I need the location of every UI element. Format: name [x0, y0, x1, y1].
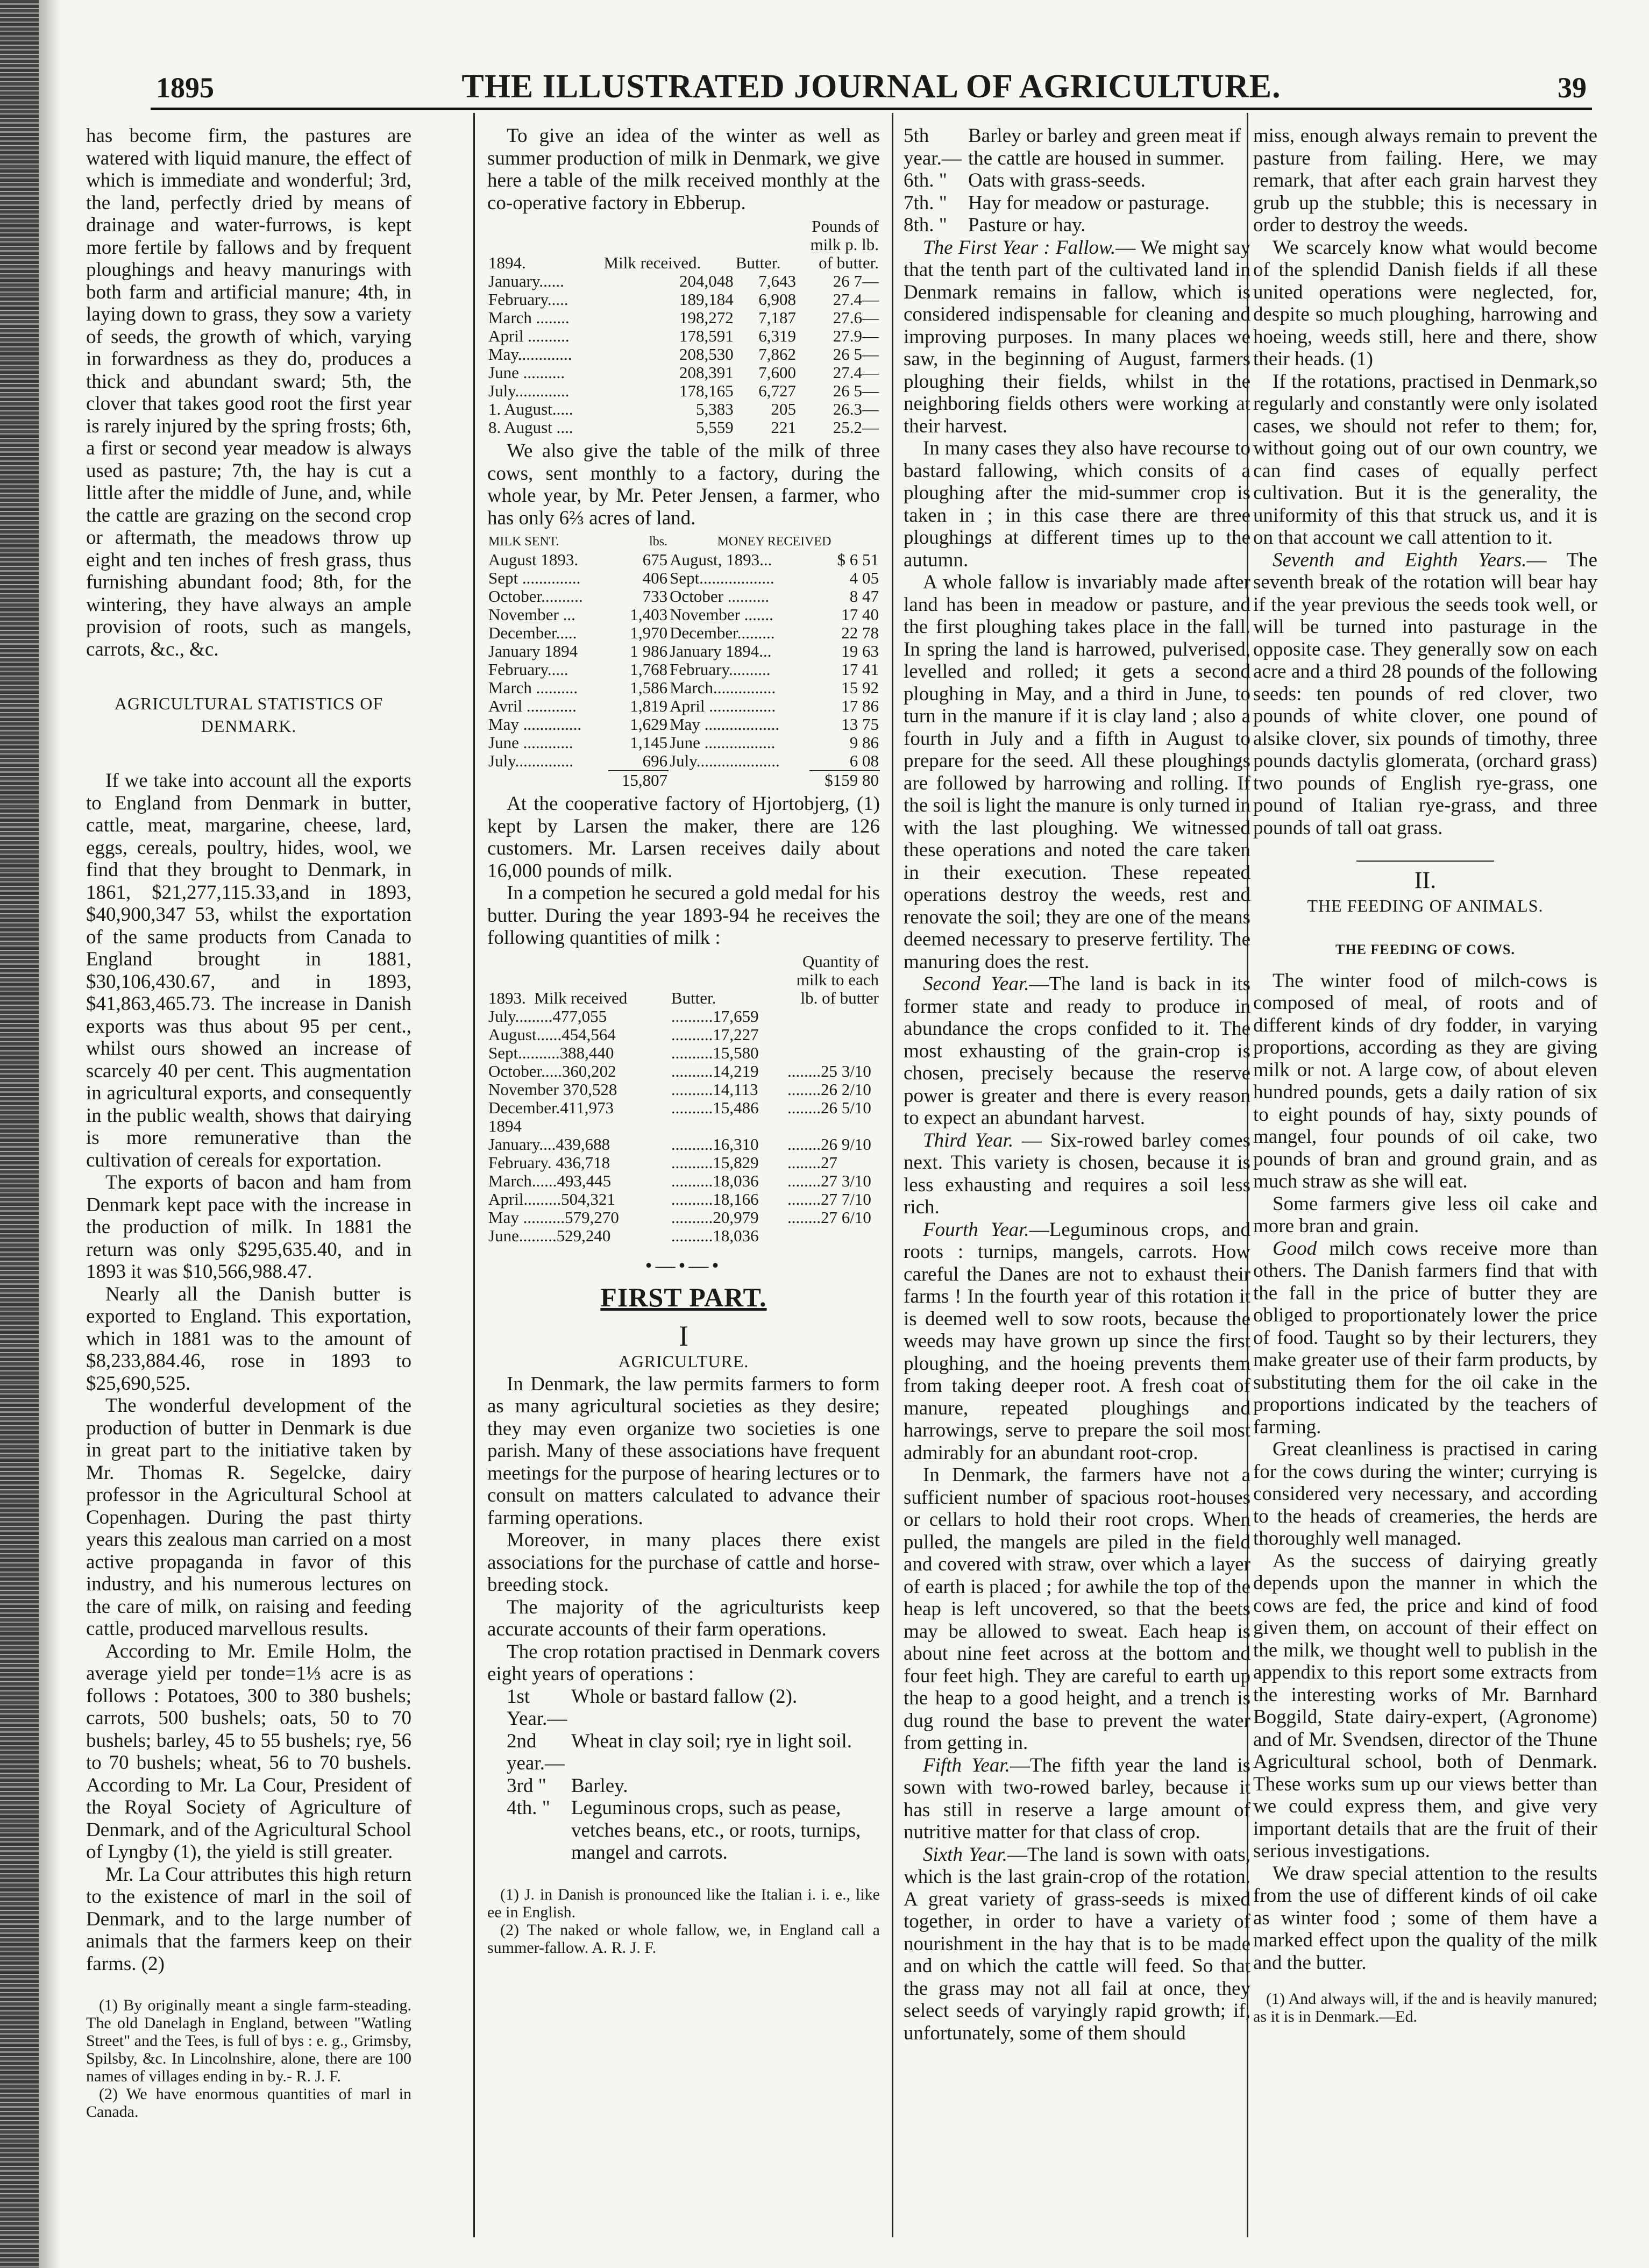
paragraph: We draw special attention to the results from the use of different kinds of oil cake as winter food ; some of them have a marked effect upon the quality of the milk and the butter.: [1253, 1862, 1597, 1974]
paragraph: Seventh and Eighth Years.— The seventh break of the rotation will bear hay if the year previous the seeds took well, or will be turned into pasturage in the opposite case. They generally sow on each acre and a third 28 pounds of the following seeds: ten pounds of red clover, two pounds of white clover, one pound of alsike clover, six pounds of timothy, three pounds dactylis glomerata, (orchard grass) two pounds of English rye-grass, one pound of Italian rye-grass, and three pounds of tall oat grass.: [1253, 549, 1597, 839]
table-cell: May ..........579,270: [488, 1207, 619, 1227]
rotation-year: 3rd ": [507, 1774, 546, 1797]
table-header: lbs.: [649, 535, 668, 549]
table-cell: May ..................: [670, 715, 780, 734]
table-row: [487, 418, 880, 437]
table-cell: 13 75: [841, 715, 879, 734]
table-cell: December.....: [488, 623, 577, 642]
table-cell: August 1893.: [488, 550, 579, 569]
table-cell: 1,819: [630, 696, 668, 715]
section-numeral: I: [679, 1319, 688, 1352]
table-row: [487, 327, 880, 345]
table-cell: March...............: [670, 678, 776, 697]
section-numeral: II.: [1414, 867, 1437, 893]
table-cell: January....439,688: [488, 1134, 610, 1154]
table-cell: 25.2—: [833, 418, 879, 437]
paragraph: In many cases they also have recourse to bastard fallowing, which consits of a ploughing after the mid-summer crop is taken in ; in this case there are three ploughings at different times up to the autumn.: [904, 437, 1250, 571]
table-cell: ........27 7/10: [787, 1189, 871, 1208]
paragraph: has become firm, the pastures are watered with liquid manure, the effect of which is immediate and wonderful; 3rd, the land, perfectly dried by means of drainage and water-furrows, is kept more fertile by fallows and by frequent ploughings and heavy manurings with both farm and artificial manure; 4th, in laying down to grass, they sow a variety of seeds, the growth of which, varying in forwardness as they do, produces a thick and abundant sward; 5th, the clover that takes good root the first year is rarely injured by the spring frosts; 6th, a first or second year meadow is always used as pasture; 7th, the hay is cut a little after the middle of June, and, while the cattle are grazing on the second crop or aftermath, the meadows throw up eight and ten inches of fresh grass, thus furnishing abundant food; 8th, for the wintering, they have always an ample provision of roots, such as mangels, carrots, &c., &c.: [86, 125, 411, 660]
table-cell: 6,319: [758, 326, 796, 345]
table-cell: ..........15,486: [671, 1098, 759, 1117]
column-1: [86, 125, 411, 2249]
paragraph: To give an idea of the winter as well as summer production of milk in Denmark, we give here a table of the milk received monthly at the co-operative factory in Ebberup.: [487, 125, 880, 214]
rotation-crop: Whole or bastard fallow (2).: [571, 1685, 798, 1708]
table-cell: 208,391: [679, 363, 734, 382]
table-cell: 1894: [488, 1116, 522, 1135]
table-total: 15,807: [608, 771, 669, 790]
rotation-year: 1st Year.—: [507, 1685, 567, 1730]
table-row: [487, 734, 880, 752]
column-rule-2: [892, 113, 893, 2237]
rotation-year: 5th year.—: [904, 125, 962, 169]
table-cell: July.............: [488, 381, 570, 400]
table-cell: March ..........: [488, 678, 578, 697]
table-cell: ..........14,113: [671, 1079, 758, 1099]
table-cell: February.....: [488, 290, 568, 309]
table-cell: March ........: [488, 308, 570, 327]
rotation-crop: Barley.: [571, 1774, 628, 1797]
table-cell: [786, 1117, 880, 1135]
footnote: (2) The naked or whole fallow, we, in England call a summer-fallow. A. R. J. F.: [487, 1921, 880, 1957]
table-cell: 1,768: [630, 660, 668, 679]
table-cell: 27.9—: [833, 326, 879, 345]
table-row: [487, 400, 880, 418]
paragraph: The majority of the agriculturists keep accurate accounts of their farm operations.: [487, 1596, 880, 1640]
table-cell: 221: [771, 418, 796, 437]
footnote: (1) By originally meant a single farm-steading. The old Danelagh in England, between "Watling Street" and the Tees, is full of bys : e. g., Grimsby, Spilsby, &c. In Lincolnshire, alone, there are 100 names of villages ending in by.- R. J. F.: [86, 1996, 411, 2085]
table-cell: ..........14,219: [671, 1061, 759, 1080]
table-row: [487, 606, 880, 624]
table-cell: March......493,445: [488, 1171, 612, 1190]
table-cell: ........26 2/10: [787, 1079, 871, 1099]
table-cell: June ............: [488, 733, 573, 752]
table-cell: February. 436,718: [488, 1153, 610, 1172]
table-cell: 7,187: [758, 308, 796, 327]
table-cell: 17 40: [841, 605, 879, 624]
table-cell: 15 92: [841, 678, 879, 697]
paragraph: In Denmark, the farmers have not a sufficient number of spacious root-houses or cellars to hold their root crops. When pulled, the mangels are piled in the field and covered with straw, over which a layer of earth is placed ; for awhile the top of the heap is left uncovered, so that the beets may be allowed to sweat. Each heap is about nine feet across at the bottom and four feet high. They are careful to earth up the heap to a good height, and a trench is dug round the base to prevent the water from getting in.: [904, 1464, 1250, 1754]
table-cell: 7,643: [758, 272, 796, 290]
table-row: [487, 752, 880, 771]
rotation-year: 8th. ": [904, 214, 947, 236]
table-cell: October.....360,202: [488, 1061, 616, 1080]
table-cell: 6,727: [758, 381, 796, 400]
table-row: [487, 660, 880, 679]
rotation-item: [904, 125, 1250, 169]
paragraph: We also give the table of the milk of three cows, sent monthly to a factory, during the whole year, by Mr. Peter Jensen, a farmer, who has only 6⅔ acres of land.: [487, 440, 880, 529]
table-cell: April.........504,321: [488, 1189, 615, 1208]
table-row: [487, 309, 880, 327]
table-cell: Avril ............: [488, 696, 577, 715]
table-row: [487, 364, 880, 382]
table-cell: Sept ..............: [488, 568, 581, 587]
rotation-year: 7th. ": [904, 191, 947, 214]
paragraph: Fourth Year.—Leguminous crops, and roots : turnips, mangels, carrots. How careful the Danes are not to exhaust their farms ! In the fourth year of this rotation it is deemed well to sow roots, because the weeds may have grown up since the first ploughing, and the hoeing prevents them from taking deeper root. A fresh coat of manure, repeated ploughings and harrowings, serve to prepare the soil most admirably for an abundant root-crop.: [904, 1218, 1250, 1464]
table-cell: 198,272: [679, 308, 734, 327]
table-cell: May ..............: [488, 715, 582, 734]
paragraph: According to Mr. Emile Holm, the average yield per tonde=1⅓ acre is as follows : Potatoes, 300 to 380 bushels; carrots, 500 bushels; oats, 50 to 70 bushels; barley, 45 to 55 bushels; rye, 56 to 70 bushels; wheat, 56 to 70 bushels. According to Mr. La Cour, President of the Royal Society of Agriculture of Denmark, and of the Agricultural School of Lyngby (1), the yield is still greater.: [86, 1640, 411, 1863]
table-cell: ..........15,829: [671, 1153, 759, 1172]
table-row: [487, 290, 880, 309]
table-header: Milk received.: [603, 253, 701, 272]
paragraph: The winter food of milch-cows is composed of meal, of roots and of different kinds of dry fodder, in varying proportions, according as they are giving milk or not. A large cow, of about eleven hundred pounds, gets a daily ration of six to eight pounds of hay, sixty pounds of mangel, four pounds of oil cake, two pounds of bran and ground grain, and as much straw as she will eat.: [1253, 969, 1597, 1192]
table-cell: February.....: [488, 660, 568, 679]
table-cell: ..........16,310: [671, 1134, 759, 1154]
table-cell: [786, 1044, 880, 1062]
rotation-item: [507, 1775, 880, 1797]
table-cell: 5,559: [696, 418, 734, 437]
binding-shadow: [39, 0, 60, 2268]
table-cell: ..........20,979: [671, 1207, 759, 1227]
table-cell: 26.3—: [833, 400, 879, 418]
table-cell: 406: [642, 568, 668, 587]
table-row: [487, 624, 880, 642]
table-cell: 204,048: [679, 272, 734, 290]
paragraph: miss, enough always remain to prevent the pasture from failing. Here, we may remark, that after each grain harvest they grub up the stubble; this is necessary in order to destroy the weeds.: [1253, 125, 1597, 236]
table-cell: ..........15,580: [671, 1043, 759, 1062]
table-total: $159 80: [809, 771, 880, 790]
header-rule: [151, 108, 1592, 110]
table-row: [487, 569, 880, 587]
table-cell: 733: [642, 587, 668, 606]
table-cell: 178,165: [679, 381, 734, 400]
table-cell: 696: [642, 751, 668, 770]
footnote: (2) We have enormous quantities of marl in Canada.: [86, 2085, 411, 2121]
paragraph: Great cleanliness is practised in caring for the cows during the winter; currying is considered very necessary, and according to the heads of creameries, the herds are thoroughly well managed.: [1253, 1438, 1597, 1549]
table-cell: 7,600: [758, 363, 796, 382]
paragraph: The crop rotation practised in Denmark covers eight years of operations :: [487, 1640, 880, 1685]
table-cell: ........27 6/10: [787, 1207, 871, 1227]
table-cell: 208,530: [679, 345, 734, 364]
table-cell: June ..........: [488, 363, 565, 382]
table-cell: 26 7—: [833, 272, 879, 290]
rotation-list: [487, 1686, 880, 1864]
rotation-crop: Wheat in clay soil; rye in light soil.: [571, 1730, 852, 1752]
table-cell: ........27 3/10: [787, 1171, 871, 1190]
table-header: Butter.: [735, 253, 781, 272]
table-row: [487, 551, 880, 569]
table-row: [487, 587, 880, 606]
rotation-item: [507, 1797, 880, 1864]
footnotes: [1253, 1990, 1597, 2025]
page-header: [156, 65, 1587, 108]
table-cell: August......454,564: [488, 1025, 616, 1044]
table-row: [487, 679, 880, 697]
table-row: [487, 1062, 880, 1080]
table-row: [487, 1154, 880, 1172]
ornament-divider: •—•—•: [645, 1254, 722, 1277]
table-row: [487, 642, 880, 660]
rotation-crop: Leguminous crops, such as pease, vetches beans, etc., or roots, turnips, mangel and carrots.: [571, 1797, 861, 1864]
footnote: (1) J. in Danish is pronounced like the Italian i. i. e., like ee in English.: [487, 1885, 880, 1921]
table-row: [487, 1227, 880, 1245]
column-rule-1: [473, 113, 475, 2237]
table-cell: [786, 1227, 880, 1245]
table-header: MONEY RECEIVED: [717, 535, 831, 549]
table-cell: July.........477,055: [488, 1006, 607, 1026]
table-header: Butter.: [671, 988, 716, 1007]
table-row: [487, 1135, 880, 1154]
table-cell: 17 86: [841, 696, 879, 715]
table-row: [487, 1007, 880, 1026]
rotation-item: [904, 214, 1250, 237]
table-cell: November .......: [670, 605, 773, 624]
table-cell: Sept..................: [670, 568, 774, 587]
table-cell: December.........: [670, 623, 775, 642]
table-cell: ..........17,227: [671, 1025, 759, 1044]
table-row: [487, 1117, 880, 1135]
table-cell: November 370,528: [488, 1079, 617, 1099]
table-cell: [670, 1117, 786, 1135]
table-cell: ..........17,659: [671, 1006, 759, 1026]
rotation-item: [507, 1686, 880, 1730]
footnotes: [487, 1886, 880, 1957]
table-cell: 1,403: [630, 605, 668, 624]
table-row: [487, 272, 880, 290]
paragraph: Mr. La Cour attributes this high return to the existence of marl in the soil of Denmark, and to the large number of animals that the farmers keep on their farms. (2): [86, 1863, 411, 1975]
table-cell: February..........: [670, 660, 771, 679]
paragraph: As the success of dairying greatly depends upon the manner in which the cows are fed, the price and kind of food given them, on account of their effect on the milk, we thought well to publish in the appendix to this report some extracts from the interesting works of Mr. Barnhard Boggild, State dairy-expert, (Agronome) and of Mr. Svendsen, director of the Thune Agricultural school, both of Denmark. These works sum up our views better than we could express them, and give very important details that are the fruit of their serious investigations.: [1253, 1549, 1597, 1862]
page-number: 39: [1558, 72, 1587, 104]
table-cell: 205: [771, 400, 796, 418]
table-row: [487, 1099, 880, 1117]
paragraph: In a competion he secured a gold medal for his butter. During the year 1893-94 he receives the following quantities of milk :: [487, 882, 880, 949]
table-header: 1893. Milk received: [488, 988, 628, 1007]
table-row: [487, 697, 880, 715]
table-cell: April ..........: [488, 326, 570, 345]
table-cell: 1,629: [630, 715, 668, 734]
table-cell: ..........18,036: [671, 1226, 759, 1245]
column-3: [904, 125, 1250, 2249]
jensen-milk-table: [487, 532, 880, 790]
table-row: [487, 715, 880, 734]
table-cell: ........26 5/10: [787, 1098, 871, 1117]
table-cell: 1. August.....: [488, 400, 573, 418]
table-cell: November ...: [488, 605, 575, 624]
rotation-crop: Oats with grass-seeds.: [968, 169, 1146, 191]
page-binding-edge: [0, 0, 39, 2268]
table-cell: [786, 1007, 880, 1026]
footnotes: [86, 1996, 411, 2121]
table-row: [487, 1044, 880, 1062]
table-cell: $ 6 51: [837, 550, 879, 569]
table-cell: 1,586: [630, 678, 668, 697]
table-cell: July..............: [488, 751, 574, 770]
table-cell: ..........18,036: [671, 1171, 759, 1190]
section-heading-statistics: AGRICULTURAL STATISTICS OF DENMARK.: [114, 694, 383, 736]
paragraph: A whole fallow is invariably made after land has been in meadow or pasture, and the first ploughing takes place in the fall. In spring the land is harrowed, pulverised, levelled and rolled; it gets a second ploughing in May, and a third in June, to turn in the manure if it is clay land ; also a fourth in July and a fifth in August to prepare for the seed. All these ploughings are followed by harrowing and rolling. If the soil is light the manure is only turned in with the last ploughing. We witnessed these operations and noted the care taken in their execution. These repeated operations destroy the weeds, rest and renovate the soil; they are one of the means deemed necessary to preserve fertility. The manuring does the rest.: [904, 571, 1250, 973]
table-cell: 1,970: [630, 623, 668, 642]
header-year: 1895: [156, 72, 214, 104]
table-cell: 4 05: [849, 568, 879, 587]
table-cell: 27.6—: [833, 308, 879, 327]
column-4: [1253, 125, 1597, 2249]
rotation-crop: Pasture or hay.: [968, 214, 1086, 236]
rotation-year: 2nd year.—: [507, 1730, 565, 1774]
paragraph: Second Year.—The land is back in its former state and ready to produce in abundance the crops confided to it. The most exhausting of the grain-crop is chosen, precisely because the reserve power is greater and there is every reason to expect an abundant harvest.: [904, 973, 1250, 1129]
table-row: [487, 1172, 880, 1190]
table-cell: July....................: [670, 751, 780, 770]
table-cell: 26 5—: [833, 381, 879, 400]
table-cell: 6,908: [758, 290, 796, 309]
table-cell: January......: [488, 272, 564, 290]
table-cell: 19 63: [841, 642, 879, 660]
paragraph: Nearly all the Danish butter is exported to England. This exportation, which in 1881 was to the amount of $8,233,884.46, rose in 1893 to $25,690,525.: [86, 1283, 411, 1395]
table-cell: ........25 3/10: [787, 1061, 871, 1080]
table-cell: October ..........: [670, 587, 770, 606]
paragraph: At the cooperative factory of Hjortobjerg, (1) kept by Larsen the maker, there are 126 customers. Mr. Larsen receives daily about 16,000 pounds of milk.: [487, 793, 880, 882]
table-cell: 6 08: [849, 751, 879, 770]
table-cell: 7,862: [758, 345, 796, 364]
table-cell: 1,145: [630, 733, 668, 752]
paragraph: Fifth Year.—The fifth year the land is sown with two-rowed barley, because it has still in reserve a large amount of nutritive matter for that class of crop.: [904, 1754, 1250, 1843]
paragraph: In Denmark, the law permits farmers to form as many agricultural societies as they desire; they may even organize two societies is one parish. Many of these associations have frequent meetings for the purpose of hearing lectures or to consult on matters calculated to advance their farming operations.: [487, 1373, 880, 1529]
table-cell: 189,184: [679, 290, 734, 309]
table-cell: 27.4—: [833, 290, 879, 309]
table-cell: 8. August ....: [488, 418, 573, 437]
paragraph: Third Year. — Six-rowed barley comes next. This variety is chosen, because it is less exhausting and requires a soil less rich.: [904, 1129, 1250, 1218]
table-row: [487, 1026, 880, 1044]
rotation-list: [904, 125, 1250, 237]
rotation-year: 6th. ": [904, 169, 947, 191]
table-cell: May.............: [488, 345, 572, 364]
table-row: [487, 1190, 880, 1208]
table-cell: 8 47: [849, 587, 879, 606]
table-row: [487, 382, 880, 400]
paragraph: The First Year : Fallow.— We might say that the tenth part of the cultivated land in Denmark remains in fallow, which is considered indispensable for cleaning and improving purposes. In many places we saw, in the beginning of August, farmers ploughing their fields, whilst in the neighboring fields others were working at their harvest.: [904, 236, 1250, 437]
table-header: 1894.: [488, 253, 526, 272]
paragraph: The wonderful development of the production of butter in Denmark is due in great part to the initiative taken by Mr. Thomas R. Segelcke, dairy professor in the Agricultural School at Copenhagen. During the past thirty years this zealous man carried on a most active propaganda in favor of this industry, and his numerous lectures on the care of milk, on raising and feeding cattle, produced marvellous results.: [86, 1395, 411, 1640]
table-cell: 1 986: [630, 642, 668, 660]
table-cell: 9 86: [849, 733, 879, 752]
table-cell: January 1894...: [670, 642, 772, 660]
divider: [1356, 861, 1494, 862]
table-cell: 5,383: [696, 400, 734, 418]
journal-title: THE ILLUSTRATED JOURNAL OF AGRICULTURE.: [461, 68, 1281, 105]
table-header: MILK SENT.: [488, 535, 559, 549]
table-cell: 675: [642, 550, 668, 569]
paragraph: Moreover, in many places there exist associations for the purchase of cattle and horse-breeding stock.: [487, 1529, 880, 1596]
table-row: [487, 345, 880, 364]
table-cell: June.........529,240: [488, 1226, 611, 1245]
footnote: (1) And always will, if the and is heavily manured; as it is in Denmark.—Ed.: [1253, 1990, 1597, 2025]
column-2: [487, 125, 880, 2249]
table-cell: April ................: [670, 696, 776, 715]
table-header: Quantity of milk to each lb. of butter: [796, 951, 879, 1007]
table-cell: [786, 1026, 880, 1044]
section-heading-feeding: THE FEEDING OF ANIMALS.: [1307, 895, 1544, 915]
table-row: [487, 1208, 880, 1227]
table-cell: October..........: [488, 587, 583, 606]
paragraph: Sixth Year.—The land is sown with oats, which is the last grain-crop of the rotation. A great variety of grass-seeds is mixed together, in order to have a variety of nourishment in the hay that is to be made and on which the cattle will feed. So that the grass may not all fail at once, they select seeds of varyingly rapid growth; if, unfortunately, some of them should: [904, 1843, 1250, 2044]
rotation-crop: Barley or barley and green meat if the cattle are housed in summer.: [968, 125, 1241, 169]
table-row: [487, 1080, 880, 1099]
table-cell: December.411,973: [488, 1098, 614, 1117]
rotation-item: [904, 192, 1250, 215]
table-cell: 22 78: [841, 623, 879, 642]
table-cell: January 1894: [488, 642, 578, 660]
subsection-heading: THE FEEDING OF COWS.: [1335, 942, 1515, 957]
paragraph: If the rotations, practised in Denmark,so regularly and constantly were only isolated cases, we should not refer to them; for, without going out of our own country, we can find cases of equally perfect cultivation. But it is the generality, the uniformity of this that struck us, and it is on that account we call attention to it.: [1253, 370, 1597, 549]
table-cell: June .................: [670, 733, 776, 752]
paragraph: We scarcely know what would become of the splendid Danish fields if all these united operations were neglected, for, despite so much ploughing, harrowing and hoeing, weeds still, here and there, show their heads. (1): [1253, 236, 1597, 370]
table-cell: 178,591: [679, 326, 734, 345]
table-cell: Sept..........388,440: [488, 1043, 614, 1062]
rotation-item: [507, 1730, 880, 1775]
paragraph: If we take into account all the exports to England from Denmark in butter, cattle, meat, margarine, cheese, lard, eggs, cereals, poultry, hides, wool, we find that they brought to Denmark, in 1861, $21,277,115.33,and in 1893, $40,900,347 53, whilst the exportation of the same products from Canada to England brought in 1881, $30,106,430.67, and in 1893, $41,863,465.73. The increase in Danish exports was thus about 95 per cent., whilst ours showed an increase of scarcely 40 per cent. This augmentation in agricultural exports, and consequently in the public wealth, shows that dairying is more remunerative than the cultivation of cereals for exportation.: [86, 770, 411, 1171]
section-heading-agriculture: AGRICULTURE.: [618, 1352, 749, 1371]
table-cell: August, 1893...: [670, 550, 772, 569]
table-cell: ........27: [787, 1153, 837, 1172]
paragraph: Some farmers give less oil cake and more bran and grain.: [1253, 1192, 1597, 1237]
rotation-crop: Hay for meadow or pasturage.: [968, 191, 1210, 214]
part-heading: FIRST PART.: [600, 1282, 767, 1312]
paragraph: Good milch cows receive more than others. The Danish farmers find that with the fall in the price of butter they are obliged to proportionately lower the price of food. Taught so by their lecturers, they make greater use of their farm products, by substituting them for the oil cake in the proportions indicated by the teachers of farming.: [1253, 1237, 1597, 1438]
ebberup-milk-table: [487, 217, 880, 437]
rotation-item: [904, 169, 1250, 192]
hjortobjerg-milk-table: [487, 952, 880, 1245]
paragraph: The exports of bacon and ham from Denmark kept pace with the increase in the production of milk. In 1881 the return was only $295,635.40, and in 1893 it was $10,566,988.47.: [86, 1171, 411, 1283]
rotation-year: 4th. ": [507, 1797, 550, 1819]
table-cell: 27.4—: [833, 363, 879, 382]
table-cell: 26 5—: [833, 345, 879, 364]
table-header: Pounds of milk p. lb. of butter.: [810, 217, 879, 272]
table-cell: 17 41: [841, 660, 879, 679]
table-cell: ..........18,166: [671, 1189, 759, 1208]
table-cell: ........26 9/10: [787, 1134, 871, 1154]
